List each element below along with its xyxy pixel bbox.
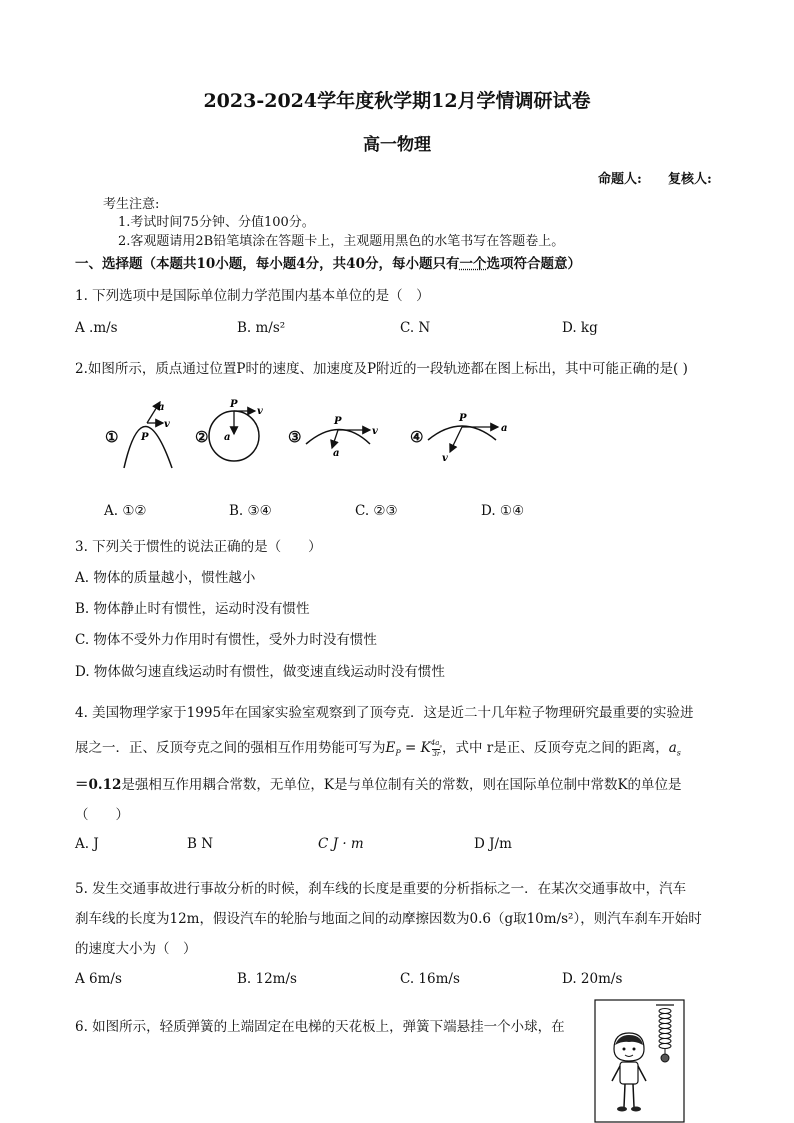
q4-formula: [385, 738, 442, 759]
q3-option-d: D. 物体做匀速直线运动时有惯性，做变速直线运动时没有惯性: [75, 664, 445, 680]
q5-option-d: D. 20m/s: [562, 971, 623, 987]
trajectory-figure-2: [209, 399, 263, 461]
q1-option-c: C. N: [400, 320, 431, 336]
q4-line-1: 4. 美国物理学家于1995年在国家实验室观察到了顶夸克．这是近二十几年粒子物理研究最重要的实验进: [75, 705, 694, 721]
fig1-label-v: v: [164, 419, 170, 430]
formula-num-text: 4a: [430, 738, 440, 747]
fig2-label-v: v: [257, 406, 263, 417]
q1-stem: 1. 下列选项中是国际单位制力学范围内基本单位的是（ ）: [75, 288, 430, 304]
fig4-label-v: v: [442, 453, 448, 464]
q1-option-b: B. m/s²: [237, 320, 286, 336]
q3-stem: 3. 下列关于惯性的说法正确的是（ ）: [75, 539, 322, 555]
q5-line-3: 的速度大小为（ ）: [75, 941, 197, 957]
section-heading-tail: 选项符合题意）: [486, 256, 581, 272]
as-symbol-a: a: [668, 740, 677, 756]
q2-option-c: C. ②③: [355, 503, 398, 519]
fig3-label-p: P: [334, 416, 342, 427]
ball-icon: [661, 1054, 669, 1062]
q5-line-2: 刹车线的长度为12m，假设汽车的轮胎与地面之间的动摩擦因数为0.6（g取10m/s²），则汽车刹车开始时: [75, 911, 702, 927]
trajectory-figure-3: [306, 416, 378, 459]
notice-heading: 考生注意:: [103, 197, 160, 212]
fig1-label-p: P: [141, 432, 149, 443]
q4-as-symbol: [669, 740, 681, 756]
fig3-label-v: v: [372, 426, 378, 437]
trajectory-figure-1: [124, 402, 172, 468]
fig3-label-a: a: [333, 448, 340, 459]
section-heading-emph: 一个: [459, 256, 487, 272]
q4-line-3-post: 是强相互作用耦合常数，无单位，K是与单位制有关的常数，则在国际单位制中常数K的单位是: [121, 777, 682, 793]
notice-item-2: 2.客观题请用2B铅笔填涂在答题卡上，主观题用黑色的水笔书写在答题卷上。: [118, 234, 565, 249]
q4-value: ＝0.12: [75, 777, 122, 793]
q6-line-1: 6. 如图所示，轻质弹簧的上端固定在电梯的天花板上，弹簧下端悬挂一个小球，在: [75, 1019, 565, 1035]
notice-item-1: 1.考试时间75分钟、分值100分。: [118, 215, 315, 230]
formula-e-sub: P: [395, 748, 401, 758]
q4-line-2-post: ，式中 r是正、反顶夸克之间的距离，: [441, 740, 669, 756]
q1-option-a: A .m/s: [75, 320, 118, 336]
q4-line-3: [75, 773, 682, 793]
fig2-label-p: P: [230, 399, 238, 410]
q5-line-1: 5. 发生交通事故进行事故分析的时候，刹车线的长度是重要的分析指标之一．在某次交通事故中，汽车: [75, 881, 687, 897]
fig-label-2: ②: [195, 428, 209, 446]
fig4-label-a: a: [501, 423, 508, 434]
q2-option-b: B. ③④: [229, 503, 272, 519]
reviewer-label: 复核人:: [668, 172, 712, 187]
formula-num-sub: s: [439, 743, 442, 750]
q4-option-c: C J · m: [318, 836, 364, 852]
q5-option-a: A 6m/s: [75, 971, 122, 987]
setter-label: 命题人:: [598, 172, 642, 187]
fig4-label-p: P: [459, 413, 467, 424]
formula-e: E: [385, 740, 396, 756]
q2-option-d: D. ①④: [481, 503, 525, 519]
as-symbol-sub: s: [676, 748, 681, 758]
q2-stem: 2.如图所示，质点通过位置P时的速度、加速度及P附近的一段轨迹都在图上标出，其中可能正确的是( ): [75, 361, 688, 377]
q5-option-b: B. 12m/s: [237, 971, 297, 987]
formula-fraction: [431, 739, 442, 758]
q4-line-4: （ ）: [75, 807, 129, 823]
section-heading-main: 一、选择题（本题共10小题，每小题4分，共40分，每小题只有: [75, 256, 460, 272]
q3-option-a: A. 物体的质量越小，惯性越小: [75, 570, 256, 586]
formula-den: 3r: [432, 750, 441, 759]
formula-eq: = K: [400, 740, 431, 756]
subject-title: 高一物理: [363, 135, 431, 155]
fig-label-3: ③: [288, 428, 302, 446]
q3-option-c: C. 物体不受外力作用时有惯性，受外力时没有惯性: [75, 632, 377, 648]
q3-option-b: B. 物体静止时有惯性，运动时没有惯性: [75, 601, 310, 617]
trajectory-figures: [0, 0, 794, 520]
q5-option-c: C. 16m/s: [400, 971, 460, 987]
fig-label-1: ①: [105, 428, 119, 446]
q1-option-d: D. kg: [562, 320, 598, 336]
trajectory-figure-4: [428, 413, 507, 464]
formula-num: [430, 738, 442, 750]
q4-line-2-pre: 展之一．正、反顶夸克之间的强相互作用势能可写为: [75, 740, 386, 756]
q4-line-2: [75, 736, 681, 758]
fig2-label-a: a: [224, 432, 231, 443]
q4-option-b: B N: [187, 836, 214, 852]
elevator-figure: [594, 999, 686, 1123]
exam-title: 2023-2024学年度秋学期12月学情调研试卷: [203, 90, 591, 112]
fig-label-4: ④: [410, 428, 424, 446]
q4-option-a: A. J: [75, 836, 99, 852]
q2-option-a: A. ①②: [104, 503, 147, 519]
fig1-label-a: a: [158, 402, 165, 413]
q4-option-d: D J/m: [474, 836, 512, 852]
